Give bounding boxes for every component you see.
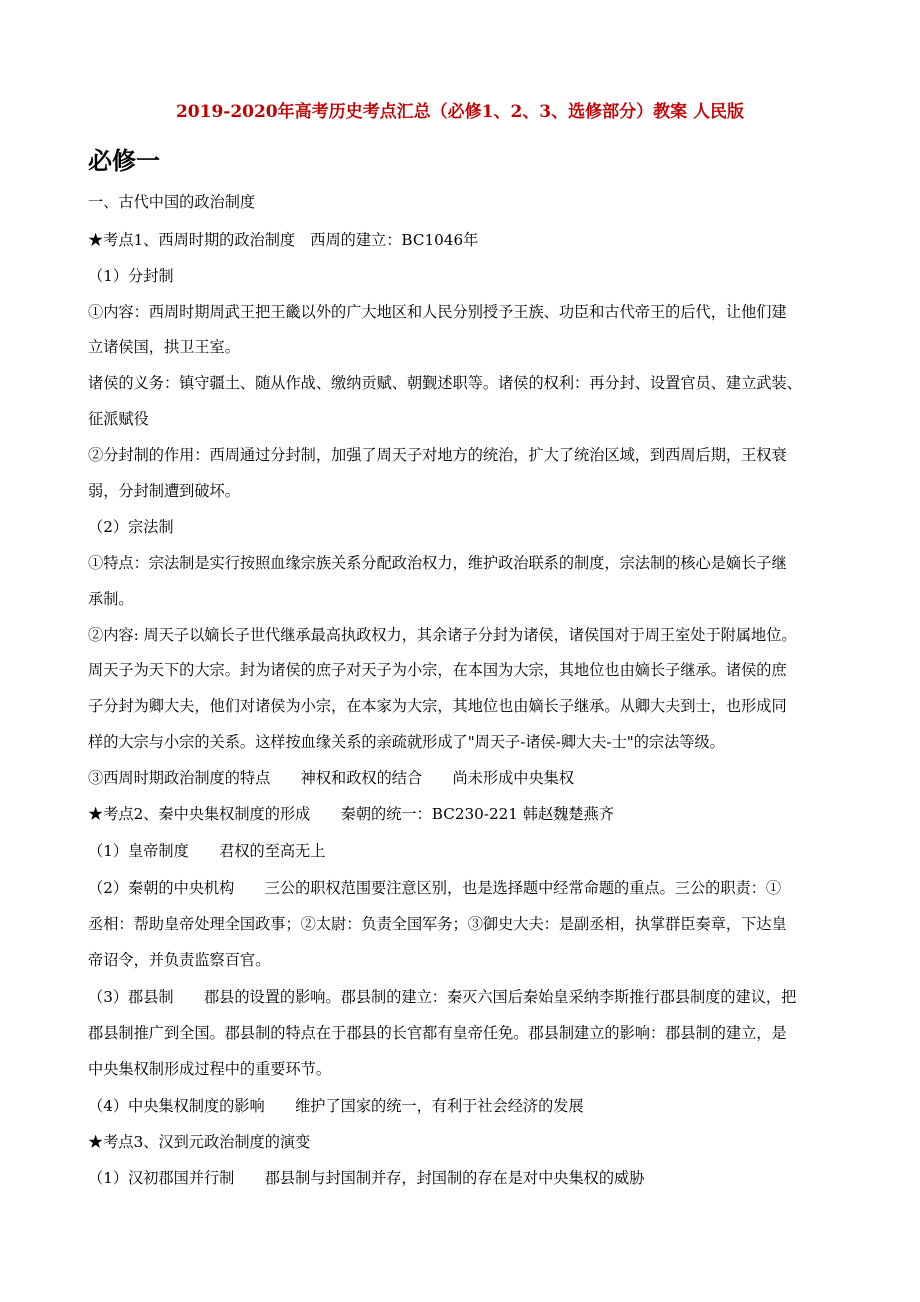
document-title: 2019-2020年高考历史考点汇总（必修1、2、3、选修部分）教案 人民版 — [175, 102, 745, 122]
exam-point-heading: ★考点3、汉到元政治制度的演变 — [88, 1133, 311, 1151]
paragraph-line: ①内容：西周时期周武王把王畿以外的广大地区和人民分别授予王族、功臣和古代帝王的后代，让他们建 — [88, 303, 787, 321]
paragraph-line: ②分封制的作用：西周通过分封制，加强了周天子对地方的统治，扩大了统治区域，到西周后期，王权衰 — [88, 446, 787, 464]
paragraph-line: 子分封为卿大夫，他们对诸侯为小宗，在本家为大宗，其地位也由嫡长子继承。从卿大夫到士，也形成同 — [88, 697, 787, 715]
paragraph-line: 弱，分封制遭到破坏。 — [88, 482, 240, 500]
subheading: （1）分封制 — [88, 267, 174, 285]
paragraph-line: （2）秦朝的中央机构 三公的职权范围要注意区别，也是选择题中经常命题的重点。三公的职责：① — [88, 879, 782, 897]
section-heading: 必修一 — [88, 146, 160, 175]
paragraph-line: ②内容: 周天子以嫡长子世代继承最高执政权力，其余诸子分封为诸侯，诸侯国对于周王室处于附属地位。 — [88, 626, 797, 644]
paragraph-line: 诸侯的义务：镇守疆土、随从作战、缴纳贡赋、朝觐述职等。诸侯的权利：再分封、设置官员、建立武装、 — [88, 374, 802, 392]
chapter-heading: 一、古代中国的政治制度 — [88, 193, 256, 211]
paragraph-line: 帝诏令，并负责监察百官。 — [88, 951, 271, 969]
paragraph-line: ①特点：宗法制是实行按照血缘宗族关系分配政治权力，维护政治联系的制度，宗法制的核心是嫡长子继 — [88, 554, 787, 572]
subheading: （4）中央集权制度的影响 维护了国家的统一，有利于社会经济的发展 — [88, 1097, 584, 1115]
subheading: （1）皇帝制度 君权的至高无上 — [88, 842, 326, 860]
exam-point-heading: ★考点1、西周时期的政治制度 西周的建立：BC1046年 — [88, 231, 479, 249]
paragraph-line: 承制。 — [88, 590, 134, 608]
exam-point-heading: ★考点2、秦中央集权制度的形成 秦朝的统一：BC230-221 韩赵魏楚燕齐 — [88, 805, 614, 823]
paragraph-line: 立诸侯国，拱卫王室。 — [88, 338, 240, 356]
subheading: （2）宗法制 — [88, 518, 174, 536]
paragraph-line: ③西周时期政治制度的特点 神权和政权的结合 尚未形成中央集权 — [88, 769, 574, 787]
paragraph-line: （3）郡县制 郡县的设置的影响。郡县制的建立：秦灭六国后秦始皇采纳李斯推行郡县制度的建议，把 — [88, 988, 797, 1006]
paragraph-line: 周天子为天下的大宗。封为诸侯的庶子对天子为小宗，在本国为大宗，其地位也由嫡长子继承。诸侯的庶 — [88, 661, 787, 679]
paragraph-line: 征派赋役 — [88, 410, 149, 428]
paragraph-line: 中央集权制形成过程中的重要环节。 — [88, 1060, 331, 1078]
paragraph-line: 丞相：帮助皇帝处理全国政事；②太尉：负责全国军务；③御史大夫：是副丞相，执掌群臣奏章，下达皇 — [88, 915, 787, 933]
subheading: （1）汉初郡国并行制 郡县制与封国制并存，封国制的存在是对中央集权的威胁 — [88, 1169, 645, 1187]
paragraph-line: 郡县制推广到全国。郡县制的特点在于郡县的长官都有皇帝任免。郡县制建立的影响：郡县制的建立，是 — [88, 1024, 787, 1042]
paragraph-line: 样的大宗与小宗的关系。这样按血缘关系的亲疏就形成了"周天子-诸侯-卿大夫-士"的宗法等级。 — [88, 733, 725, 751]
